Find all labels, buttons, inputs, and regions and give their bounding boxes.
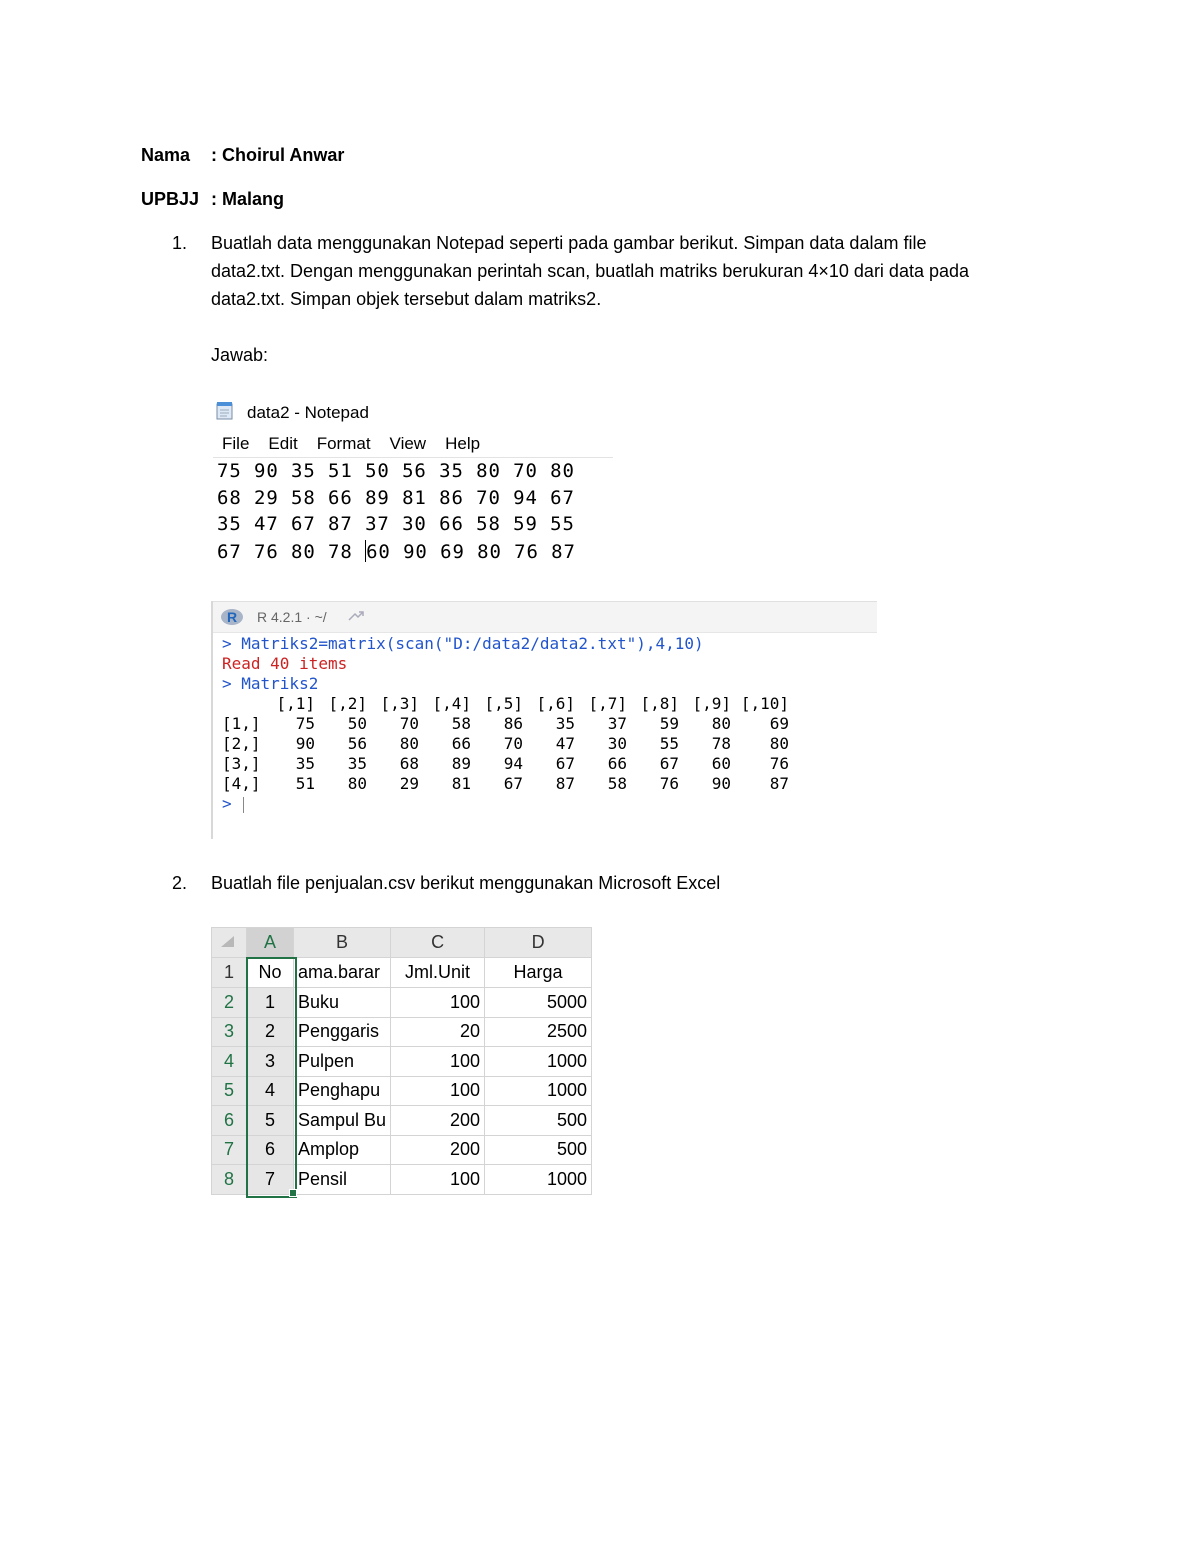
matrix-cell: 76 [659,774,679,793]
data-cell[interactable]: 100 [391,1165,485,1195]
matrix-cell: 59 [659,714,679,733]
corner-triangle-icon [216,934,236,948]
data-cell[interactable]: 100 [391,1076,485,1106]
matrix-cell: 80 [769,734,789,753]
select-all-corner[interactable] [212,928,247,958]
matrix-cell: 86 [503,714,523,733]
data-cell[interactable]: 2 [247,1017,294,1047]
matrix-cell: 70 [503,734,523,753]
menu-view[interactable]: View [389,434,427,453]
matrix-col-header: [,6] [536,694,575,713]
matrix-cell: 90 [295,734,315,753]
nama-value: : Choirul Anwar [211,145,345,165]
matrix-cell: 69 [769,714,789,733]
matrix-row-header: [2,] [222,734,261,753]
notepad-line-start: 67 76 80 78 [217,540,366,563]
fill-handle[interactable] [289,1189,297,1197]
upbjj-label: UPBJJ [141,189,200,209]
matrix-cell: 37 [607,714,627,733]
data-cell[interactable]: Buku [294,988,391,1018]
row-header[interactable]: 8 [212,1165,247,1195]
console-toolbar [213,601,877,633]
matrix-col-header: [,2] [328,694,367,713]
data-cell[interactable]: 200 [391,1135,485,1165]
matrix-cell: 66 [451,734,471,753]
matrix-cell: 67 [503,774,523,793]
matrix-row-header: [1,] [222,714,261,733]
menu-divider [213,457,613,458]
data-cell[interactable]: 6 [247,1135,294,1165]
data-cell[interactable]: 100 [391,1047,485,1077]
goto-directory-icon[interactable] [347,609,365,623]
row-header[interactable]: 1 [212,958,247,988]
matrix-cell: 30 [607,734,627,753]
matrix-col-header: [,5] [484,694,523,713]
console-read-message: Read 40 items [222,654,348,673]
matrix-row-header: [4,] [222,774,261,793]
data-cell[interactable]: 1000 [485,1165,592,1195]
matrix-cell: 68 [399,754,419,773]
r-console [211,601,877,839]
notepad-line: 35 47 67 87 37 30 66 58 59 55 [217,513,575,535]
header-cell[interactable]: Jml.Unit [391,958,485,988]
matrix-cell: 66 [607,754,627,773]
data-cell[interactable]: 20 [391,1017,485,1047]
notepad-line [217,540,576,567]
excel-sheet [211,927,592,1195]
matrix-cell: 75 [295,714,315,733]
notepad-menubar [222,434,499,454]
menu-edit[interactable]: Edit [268,434,298,453]
matrix-cell: 58 [607,774,627,793]
data-cell[interactable]: 100 [391,988,485,1018]
matrix-cell: 35 [295,754,315,773]
data-cell[interactable]: 1 [247,988,294,1018]
question2-number: 2. [172,873,188,893]
matrix-col-header: [,9] [692,694,731,713]
column-header-d[interactable]: D [485,928,592,958]
header-cell[interactable]: No [247,958,294,988]
matrix-cell: 60 [711,754,731,773]
data-cell[interactable]: 500 [485,1135,592,1165]
data-cell[interactable]: 1000 [485,1076,592,1106]
data-cell[interactable]: 500 [485,1106,592,1136]
data-cell[interactable]: Pensil [294,1165,391,1195]
notepad-line: 75 90 35 51 50 56 35 80 70 80 [217,460,575,482]
column-header-b[interactable]: B [294,928,391,958]
data-cell[interactable]: 2500 [485,1017,592,1047]
data-cell[interactable]: 4 [247,1076,294,1106]
row-header[interactable]: 7 [212,1135,247,1165]
matrix-cell: 50 [347,714,367,733]
question1-line1: Buatlah data menggunakan Notepad seperti pada gambar berikut. Simpan data dalam file [211,233,927,253]
row-header[interactable]: 6 [212,1106,247,1136]
data-cell[interactable]: 5 [247,1106,294,1136]
matrix-cell: 87 [555,774,575,793]
matrix-cell: 35 [555,714,575,733]
matrix-cell: 55 [659,734,679,753]
notepad-text-area[interactable] [217,460,576,566]
data-cell[interactable]: Penggaris [294,1017,391,1047]
row-header[interactable]: 4 [212,1047,247,1077]
matrix-col-header: [,1] [276,694,315,713]
header-cell[interactable]: ama.barar [294,958,391,988]
matrix-col-header: [,8] [640,694,679,713]
matrix-col-header: [,10] [740,694,789,713]
data-cell[interactable]: Amplop [294,1135,391,1165]
answer-label: Jawab: [211,345,269,365]
menu-help[interactable]: Help [445,434,481,453]
data-cell[interactable]: 1000 [485,1047,592,1077]
console-print-command: > Matriks2 [222,674,319,693]
question1-number: 1. [172,233,188,253]
matrix-cell: 76 [769,754,789,773]
matrix-cell: 90 [711,774,731,793]
row-header[interactable]: 5 [212,1076,247,1106]
data-cell[interactable]: Sampul Bu [294,1106,391,1136]
menu-file[interactable]: File [222,434,250,453]
menu-format[interactable]: Format [316,434,371,453]
matrix-cell: 87 [769,774,789,793]
console-matrix-output [213,694,877,794]
console-command: > Matriks2=matrix(scan("D:/data2/data2.txt"),4,10) [222,634,704,653]
notepad-icon [215,401,235,421]
matrix-cell: 81 [451,774,471,793]
matrix-cell: 80 [347,774,367,793]
nama-label: Nama [141,145,191,165]
r-version: R 4.2.1 · ~/ [257,609,327,625]
column-header-a[interactable]: A [247,928,294,958]
matrix-cell: 78 [711,734,731,753]
matrix-cell: 67 [659,754,679,773]
matrix-cell: 29 [399,774,419,793]
question1-line3: data2.txt. Simpan objek tersebut dalam matriks2. [211,289,602,309]
data-cell[interactable]: Pulpen [294,1047,391,1077]
upbjj-value: : Malang [211,189,285,209]
r-logo-icon: R [221,609,243,625]
data-cell[interactable]: 7 [247,1165,294,1195]
notepad-line-end: 60 90 69 80 76 87 [366,540,576,563]
row-header[interactable]: 2 [212,988,247,1018]
matrix-cell: 47 [555,734,575,753]
data-cell[interactable]: 3 [247,1047,294,1077]
matrix-cell: 67 [555,754,575,773]
row-header[interactable]: 3 [212,1017,247,1047]
notepad-title: data2 - Notepad [247,403,369,422]
notepad-line: 68 29 58 66 89 81 86 70 94 67 [217,486,575,509]
matrix-col-header: [,3] [380,694,419,713]
matrix-cell: 56 [347,734,367,753]
question1-text [211,229,969,313]
matrix-cell: 80 [399,734,419,753]
matrix-cell: 89 [451,754,471,773]
matrix-cell: 58 [451,714,471,733]
column-header-c[interactable]: C [391,928,485,958]
data-cell[interactable]: 5000 [485,988,592,1018]
spreadsheet-grid [211,927,592,1195]
matrix-cell: 35 [347,754,367,773]
console-prompt[interactable]: > [222,794,232,813]
data-cell[interactable]: 200 [391,1106,485,1136]
question2-text: Buatlah file penjualan.csv berikut menggunakan Microsoft Excel [211,873,721,893]
question1-line2: data2.txt. Dengan menggunakan perintah scan, buatlah matriks berukuran 4×10 dari data pada [211,261,970,281]
notepad-window [213,398,613,568]
header-cell[interactable]: Harga [485,958,592,988]
matrix-cell: 51 [295,774,315,793]
matrix-row-header: [3,] [222,754,261,773]
matrix-col-header: [,7] [588,694,627,713]
data-cell[interactable]: Penghapu [294,1076,391,1106]
matrix-cell: 70 [399,714,419,733]
matrix-cell: 94 [503,754,523,773]
console-cursor [243,797,244,813]
matrix-cell: 80 [711,714,731,733]
matrix-col-header: [,4] [432,694,471,713]
